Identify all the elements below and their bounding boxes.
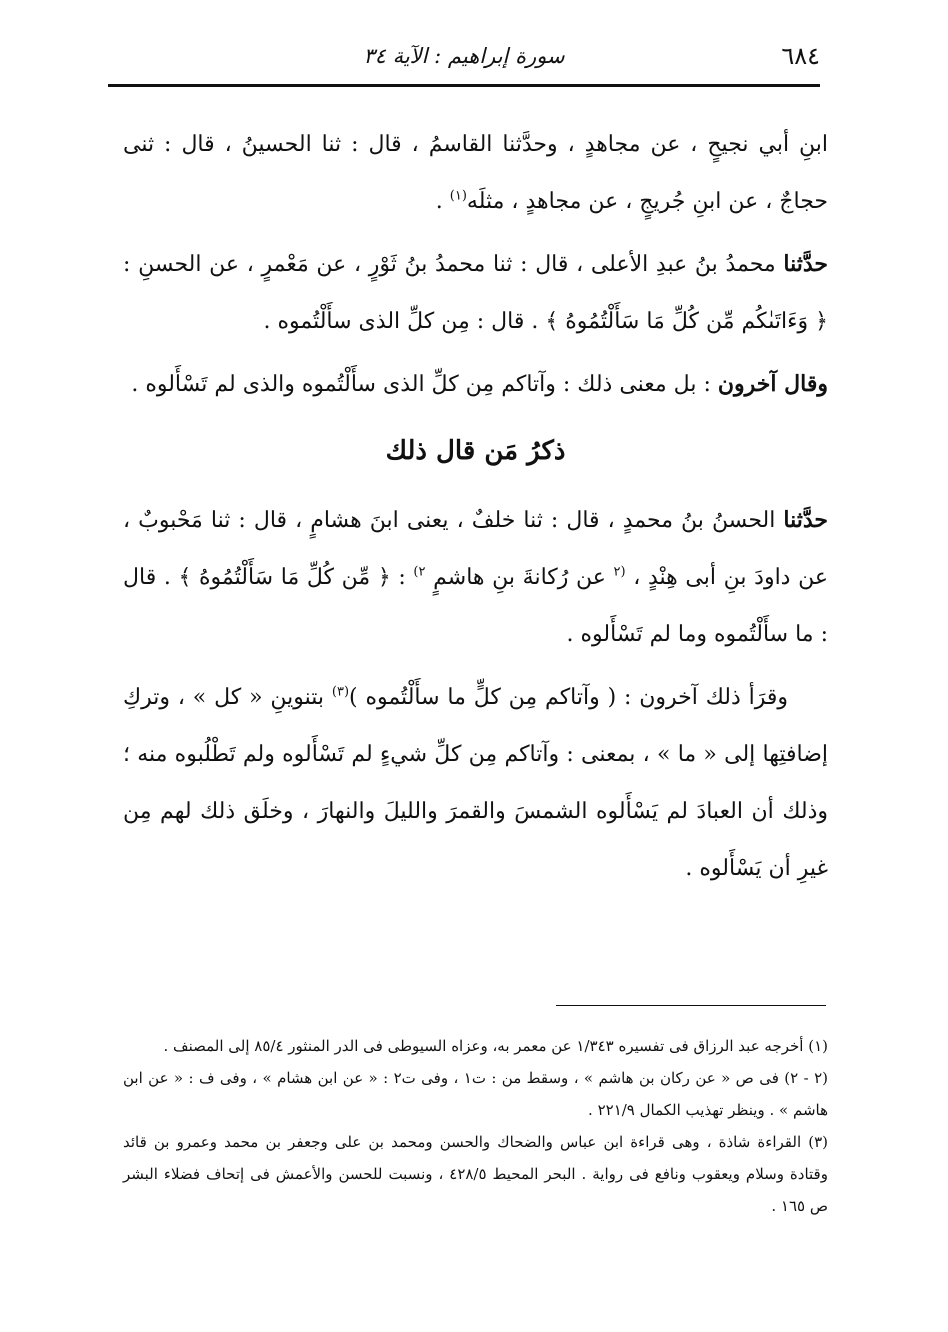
paragraph-lead: وقال آخرون (717, 371, 828, 397)
paragraph-text: ابنِ أبي نجيحٍ ، عن مجاهدٍ ، وحدَّثنا القاسمُ ، قال : ثنا الحسينُ ، قال : ثنى حجاجٌ ، عن ابنِ جُريجٍ ، عن مجاهدٍ ، مثلَه (123, 132, 828, 214)
paragraph-tail: بتنوينِ « كل » ، وتركِ إضافتِها إلى « ما » ، بمعنى : وآتاكم مِن كلِّ شيءٍ لم تَسْأَلوه ولم تَطْلُبوه منه ؛ وذلك أن العبادَ لم يَسْأَلوه الشمسَ والقمرَ والليلَ والنهارَ ، وخلَق ذلك لهم مِن غيرِ أن يَسْأَلوه . (123, 685, 828, 881)
paragraph-lead: حدَّثنا (783, 251, 828, 277)
paragraph (123, 116, 828, 230)
paragraph-text: : بل معنى ذلك : وآتاكم مِن كلِّ الذى سأَلْتُموه والذى لم تَسْأَلوه . (131, 372, 718, 397)
paragraph (123, 492, 828, 663)
footnotes (123, 1030, 828, 1222)
footnote-reference: (١) (449, 188, 467, 204)
footnote-reference: (٢ (613, 564, 626, 580)
footnote-reference: ٢) (413, 564, 426, 580)
paragraph (123, 236, 828, 350)
paragraph-text: وقرَأ ذلك آخرون : ( وآتاكم مِن كلٍّ ما سأَلْتُموه ) (349, 685, 788, 710)
section-heading: ذكرُ مَن قال ذلك (385, 436, 566, 466)
page-header (108, 40, 820, 87)
paragraph-tail: . (435, 189, 450, 214)
paragraph-text: الحسنُ بنُ محمدٍ ، قال : ثنا خلفٌ ، يعنى ابنَ هشامٍ ، قال : ثنا مَحْبوبٌ ، عن داودَ بنِ أبى هِنْدٍ ، (123, 508, 828, 590)
paragraph-middle: عن رُكانةَ بنِ هاشمٍ (425, 565, 614, 590)
footnote: (١) أخرجه عبد الرزاق فى تفسيره ١/٣٤٣ عن معمر به، وعزاه السيوطى فى الدر المنثور ٨٥/٤ إلى المصنف . (163, 1037, 828, 1055)
running-title: سورة إبراهيم : الآية ٣٤ (363, 44, 565, 68)
paragraph-lead: حدَّثنا (783, 507, 828, 533)
footnote: (٣) القراءة شاذة ، وهى قراءة ابن عباس والضحاك والحسن ومحمد بن على وجعفر بن محمد وعمرو بن قائد وقتادة وسلام ويعقوب ونافع فى رواية . البحر المحيط ٤٢٨/٥ ، ونسبت للحسن والأعمش فى إتحاف فضلاء البشر ص ١٦٥ . (123, 1133, 828, 1215)
paragraph-text: محمدُ بنُ عبدِ الأعلى ، قال : ثنا محمدُ بنُ ثَوْرٍ ، عن مَعْمرٍ ، عن الحسنِ : ﴿ وَءَاتَىٰكُم مِّن كُلِّ مَا سَأَلْتُمُوهُ ﴾ . قال : مِن كلِّ الذى سأَلْتُموه . (123, 252, 828, 334)
footnote-divider (556, 1005, 826, 1006)
paragraph-tail: : ﴿ مِّن كُلِّ مَا سَأَلْتُمُوهُ ﴾ . قال : ما سأَلْتُموه وما لم تَسْأَلوه . (123, 565, 828, 647)
footnote-reference: (٣) (331, 684, 350, 700)
main-text (123, 116, 828, 903)
paragraph (123, 356, 828, 413)
page-number: ٦٨٤ (781, 42, 820, 70)
paragraph (123, 669, 828, 897)
footnote: (٢ - ٢) فى ص « عن ركان بن هاشم » ، وسقط من : ت١ ، وفى ت٢ : « عن ابن هشام » ، وفى ف : « عن ابن هاشم » . وينظر تهذيب الكمال ٢٢١/٩ . (123, 1069, 828, 1119)
